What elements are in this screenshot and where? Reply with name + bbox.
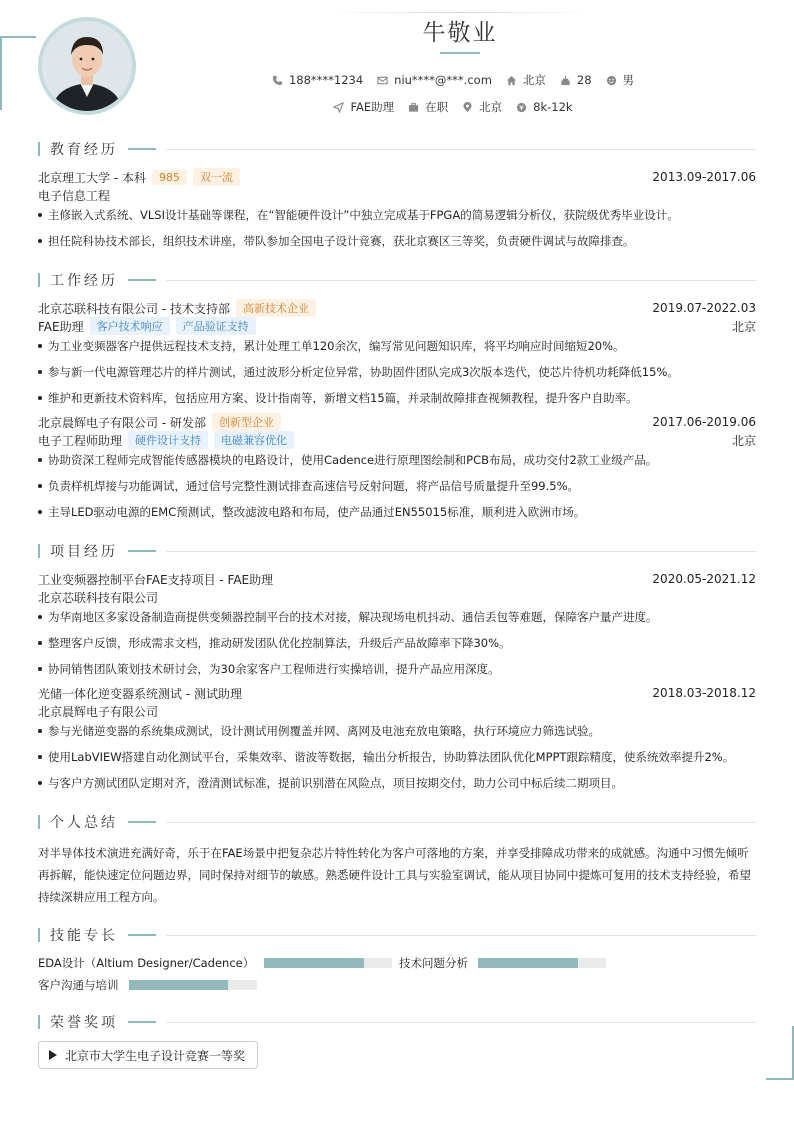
work-location: 北京 <box>731 319 756 334</box>
phone-icon <box>272 75 283 86</box>
info-city <box>506 72 546 88</box>
work-date: 2017.06-2019.06 <box>652 415 756 429</box>
location-pin-icon <box>462 102 473 113</box>
section-title-projects: 项目经历 <box>38 542 756 560</box>
project-org-row <box>38 702 756 720</box>
work-bullet: 负责样机焊接与功能调试，通过信号完整性测试排查高速信号反射问题，将产品信号质量提升至99.5%。 <box>38 477 756 495</box>
section-title-work: 工作经历 <box>38 271 756 289</box>
project-title: 光储一体化逆变器系统测试 - 测试助理 <box>38 686 242 701</box>
project-bullet: 参与光储逆变器的系统集成测试，设计测试用例覆盖并网、离网及电池充放电策略，执行环境应力筛选试验。 <box>38 722 756 740</box>
skill-name: EDA设计（Altium Designer/Cadence） <box>38 956 255 970</box>
money-icon <box>516 102 527 113</box>
education-major-row <box>38 186 756 204</box>
project-date: 2018.03-2018.12 <box>652 686 756 700</box>
info-email <box>377 72 492 88</box>
school-tag: 985 <box>152 170 187 185</box>
skill-item <box>38 976 257 994</box>
work-role: 电子工程师助理 <box>38 433 123 448</box>
work-location: 北京 <box>731 433 756 448</box>
age-text: 28 <box>576 73 592 87</box>
project-header <box>38 684 756 702</box>
info-status <box>408 99 448 115</box>
project-bullet: 协同销售团队策划技术研讨会，为30余家客户工程师进行实操培训，提升产品应用深度。 <box>38 660 756 678</box>
info-age <box>560 72 592 88</box>
header-top-line <box>330 12 590 13</box>
section-title-education: 教育经历 <box>38 140 756 158</box>
company-name: 北京晨辉电子有限公司 - 研发部 <box>38 415 206 430</box>
work-bullet: 协助资深工程师完成智能传感器模块的电路设计，使用Cadence进行原理图绘制和PCB布局，成功交付2款工业级产品。 <box>38 451 756 469</box>
work-bullet: 为工业变频器客户提供远程技术支持，累计处理工单120余次，编写常见问题知识库，将平均响应时间缩短20%。 <box>38 337 756 355</box>
email-text: niu****@***.com <box>394 73 492 87</box>
school-tag: 双一流 <box>193 168 240 186</box>
company-tag: 高新技术企业 <box>236 299 316 317</box>
corner-decoration-bottom-right <box>766 1026 794 1080</box>
target-city-text: 北京 <box>479 100 503 114</box>
work-bullet: 维护和更新技术资料库，包括应用方案、设计指南等，新增文档15篇，并录制故障排查视频教程，提升客户自助率。 <box>38 389 756 407</box>
company-tag: 创新型企业 <box>212 413 281 431</box>
briefcase-icon <box>408 102 419 113</box>
project-date: 2020.05-2021.12 <box>652 572 756 586</box>
project-bullet: 使用LabVIEW搭建自动化测试平台，采集效率、谐波等数据，输出分析报告，协助算法团队优化MPPT跟踪精度，使系统效率提升2%。 <box>38 748 756 766</box>
skill-name: 技术问题分析 <box>399 956 468 970</box>
info-position <box>333 99 394 115</box>
gender-text: 男 <box>622 73 635 87</box>
work-header <box>38 299 756 317</box>
education-bullet: 主修嵌入式系统、VLSI设计基础等课程，在“智能硬件设计”中独立完成基于FPGA的简易逻辑分析仪，获院级优秀毕业设计。 <box>38 206 756 224</box>
work-header <box>38 413 756 431</box>
info-target-city <box>462 99 502 115</box>
school-name: 北京理工大学 - 本科 <box>38 170 146 185</box>
phone-text: 188****1234 <box>288 73 364 87</box>
corner-decoration-top-left <box>0 36 36 108</box>
project-org: 北京芯联科技有限公司 <box>38 590 159 605</box>
project-org-row <box>38 588 756 606</box>
role-tag: 客户技术响应 <box>90 317 170 335</box>
city-text: 北京 <box>522 73 546 87</box>
project-title: 工业变频器控制平台FAE支持项目 - FAE助理 <box>38 572 274 587</box>
work-bullet: 主导LED驱动电源的EMC预测试，整改滤波电路和布局，使产品通过EN55015标准，顺利进入欧洲市场。 <box>38 503 756 521</box>
skill-level-bar <box>478 958 606 968</box>
contact-info-row <box>112 72 794 88</box>
name-underline <box>440 52 480 54</box>
work-bullet: 参与新一代电源管理芯片的样片测试，通过波形分析定位异常，协助固件团队完成3次版本迭代，使芯片待机功耗降低15%。 <box>38 363 756 381</box>
project-header <box>38 570 756 588</box>
skill-level-fill <box>264 958 364 968</box>
project-bullet: 为华南地区多家设备制造商提供变频器控制平台的技术对接，解决现场电机抖动、通信丢包等难题，保障客户量产进度。 <box>38 608 756 626</box>
education-date: 2013.09-2017.06 <box>652 170 756 184</box>
education-header <box>38 168 756 186</box>
info-gender <box>606 72 635 88</box>
role-tag: 电磁兼容优化 <box>214 431 294 449</box>
home-icon <box>506 75 517 86</box>
info-phone <box>272 72 363 88</box>
role-tag: 硬件设计支持 <box>128 431 208 449</box>
skill-level-fill <box>129 980 229 990</box>
skill-level-bar <box>129 980 257 990</box>
project-org: 北京晨辉电子有限公司 <box>38 704 159 719</box>
triangle-right-icon <box>49 1050 57 1060</box>
skill-name: 客户沟通与培训 <box>38 978 119 992</box>
salary-text: 8k-12k <box>533 100 573 114</box>
company-name: 北京芯联科技有限公司 - 技术支持部 <box>38 301 230 316</box>
work-date: 2019.07-2022.03 <box>652 301 756 315</box>
info-salary <box>516 99 572 115</box>
skill-level-bar <box>264 958 392 968</box>
cake-icon <box>560 75 571 86</box>
avatar-photo <box>42 21 132 111</box>
send-icon <box>333 102 344 113</box>
skill-level-fill <box>478 958 578 968</box>
section-title-skills: 技能专长 <box>38 926 756 944</box>
section-title-awards: 荣誉奖项 <box>38 1013 756 1031</box>
position-text: FAE助理 <box>350 100 395 114</box>
work-role-row <box>38 431 756 449</box>
education-bullet: 担任院科协技术部长，组织技术讲座，带队参加全国电子设计竞赛，获北京赛区三等奖，负责硬件调试与故障排查。 <box>38 232 756 250</box>
education-major: 电子信息工程 <box>38 188 111 203</box>
work-role-row <box>38 317 756 335</box>
project-bullet: 整理客户反馈，形成需求文档，推动研发团队优化控制算法，升级后产品故障率下降30%。 <box>38 634 756 652</box>
role-tag: 产品验证支持 <box>176 317 256 335</box>
status-text: 在职 <box>425 100 449 114</box>
skill-item <box>399 954 606 972</box>
section-title-summary: 个人总结 <box>38 813 756 831</box>
candidate-name: 牛敬业 <box>422 20 498 46</box>
award-name: 北京市大学生电子设计竞赛一等奖 <box>65 1048 246 1063</box>
summary-text: 对半导体技术演进充满好奇，乐于在FAE场景中把复杂芯片特性转化为客户可落地的方案，并享受排障成功带来的成就感。沟通中习惯先倾听再拆解，能快速定位问题边界，同时保持对细节的敏感。熟悉硬件设计工具与实验室调试，能从项目协同中提炼可复用的技术支持经验，希望持续深耕应用工程方向。 <box>38 846 751 904</box>
project-bullet: 与客户方测试团队定期对齐，澄清测试标准，提前识别潜在风险点，项目按期交付，助力公司中标后续二期项目。 <box>38 774 756 792</box>
job-intent-row <box>112 99 794 115</box>
smile-icon <box>606 75 617 86</box>
award-item <box>38 1041 258 1069</box>
work-role: FAE助理 <box>38 319 84 334</box>
skill-item <box>38 954 392 972</box>
mail-icon <box>377 75 388 86</box>
